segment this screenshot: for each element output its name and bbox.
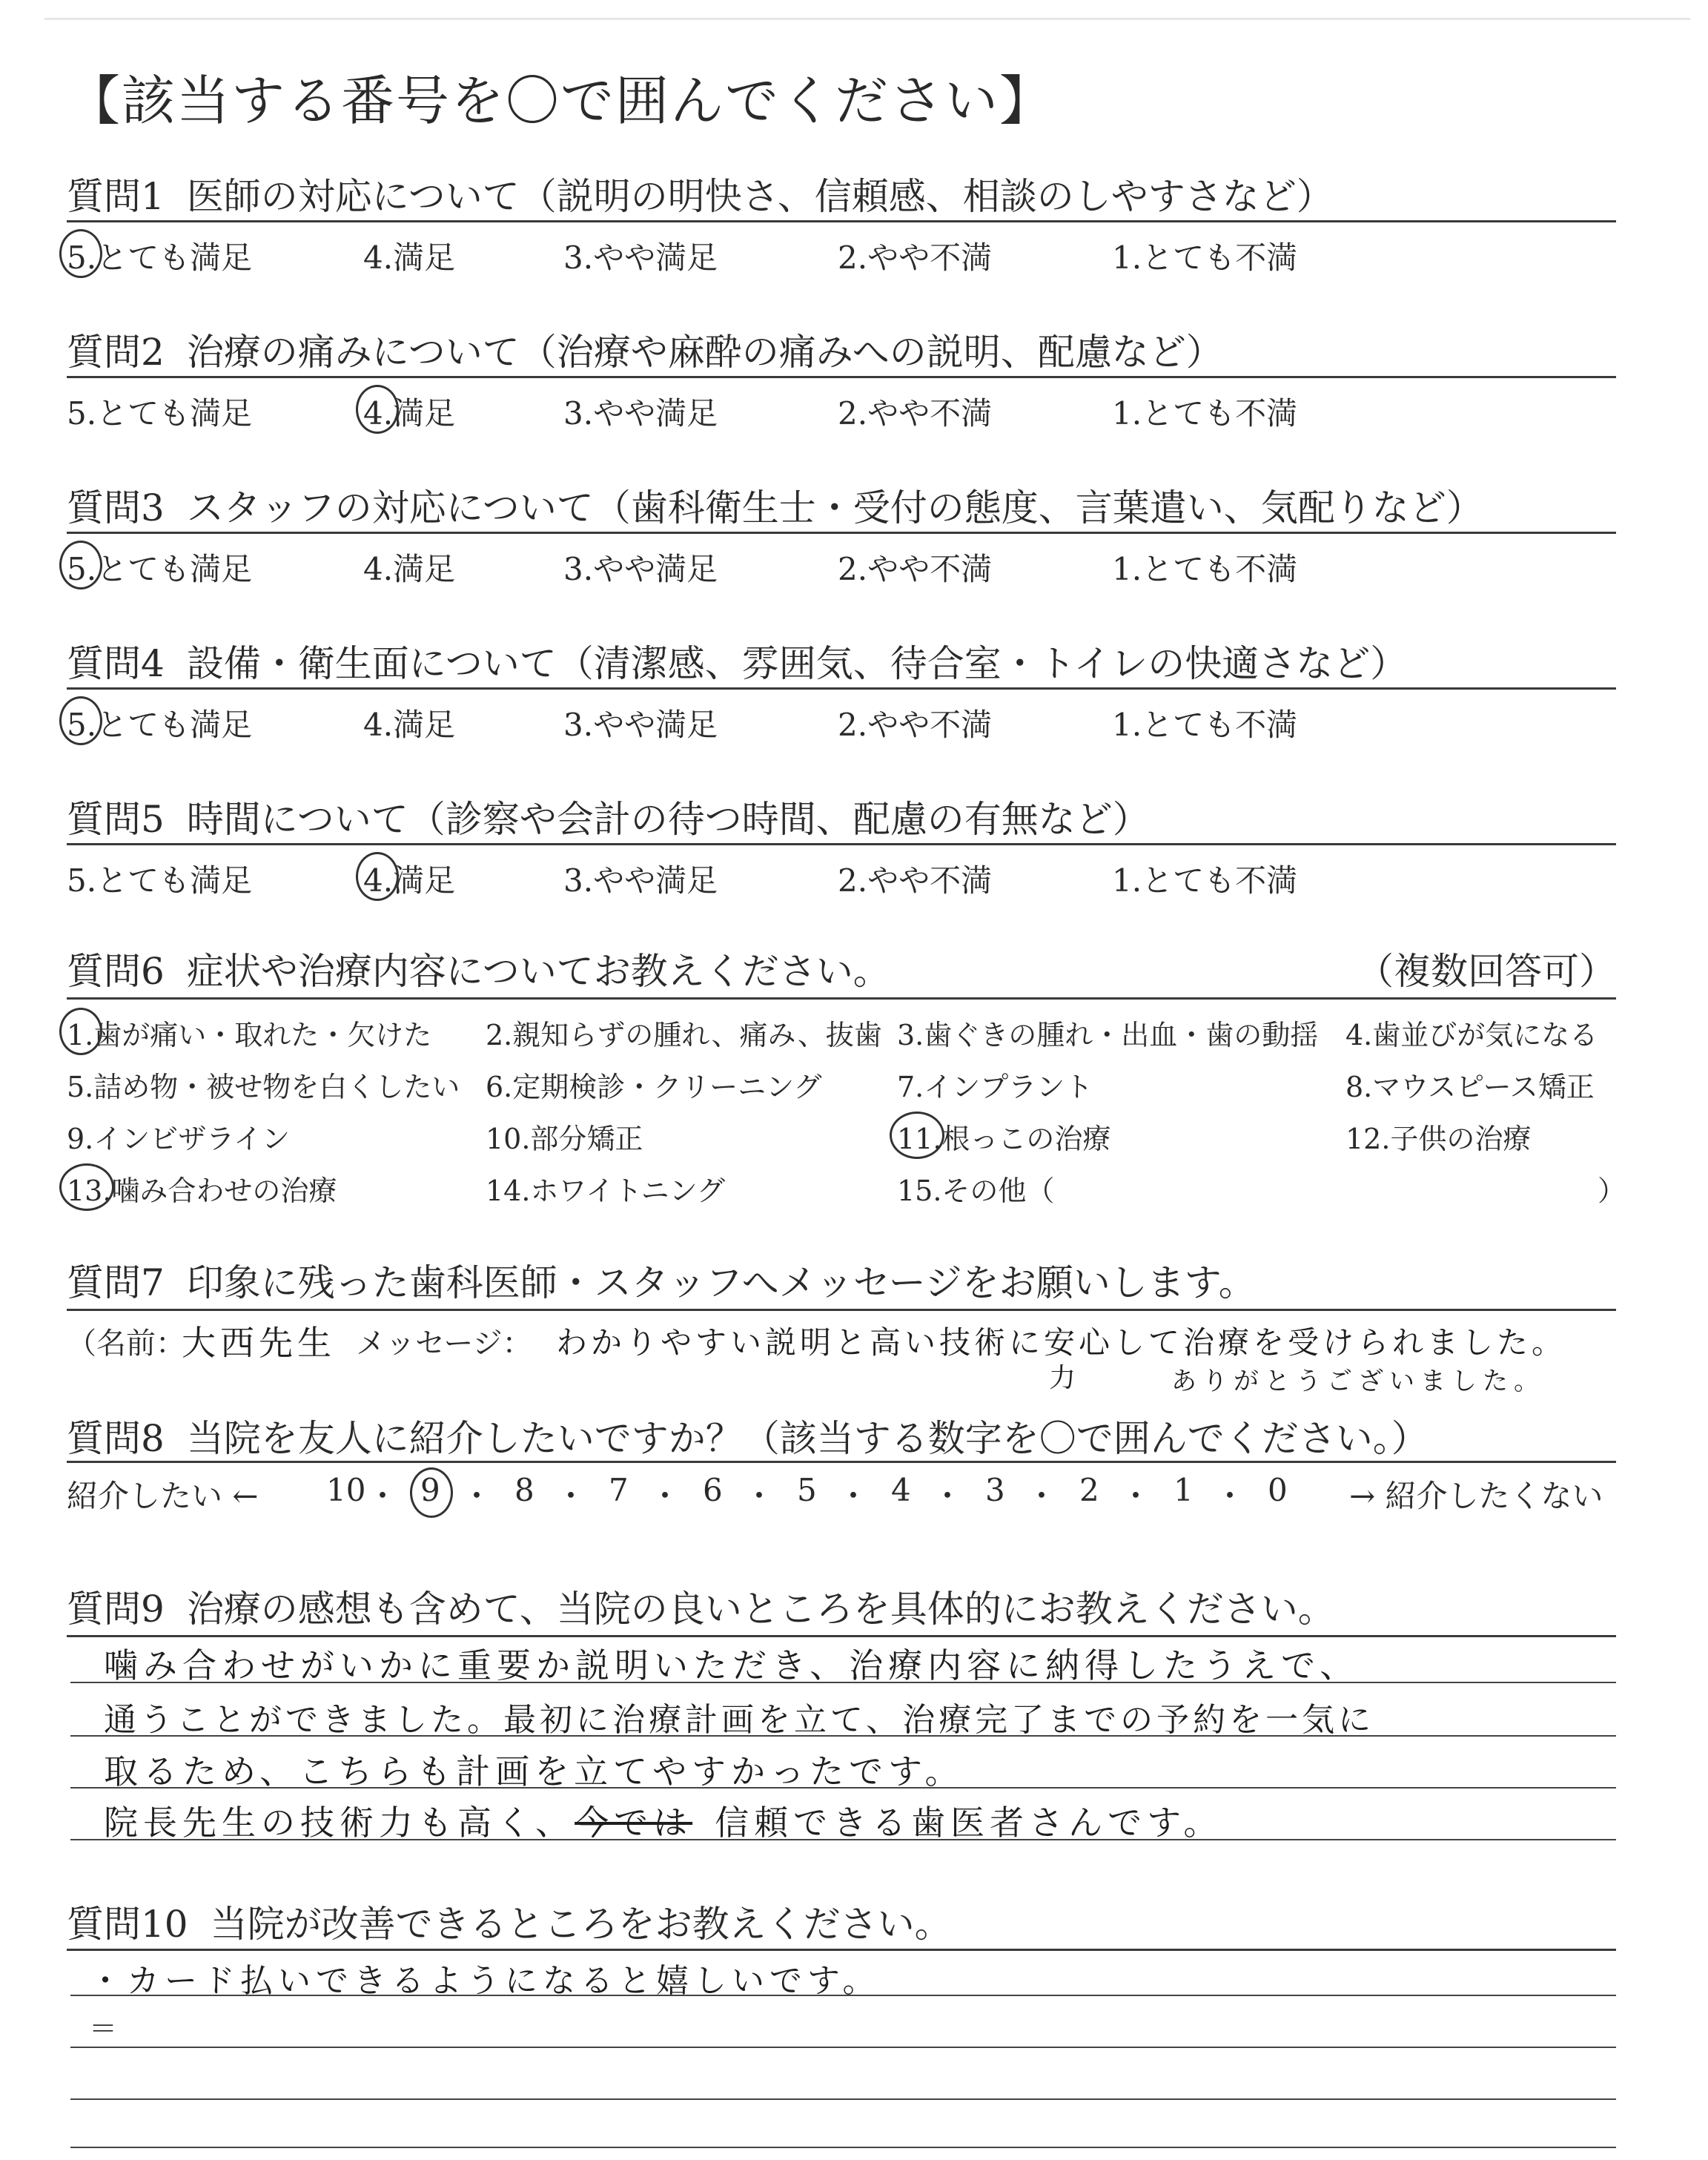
q6-option[interactable]: 6.定期検診・クリーニング	[486, 1071, 822, 1103]
rating-option[interactable]: 3.やや満足	[563, 707, 718, 743]
rating-option[interactable]: 3.やや満足	[563, 551, 718, 587]
q6-option[interactable]: 8.マウスピース矯正	[1345, 1071, 1595, 1103]
q6-text: 症状や治療内容についてお教えください。	[186, 950, 890, 993]
q4-title	[67, 634, 1407, 687]
q10-text: 当院が改善できるところをお教えください。	[210, 1903, 952, 1946]
selected-circle	[59, 696, 102, 745]
rating-option[interactable]: 1.とても不満	[1112, 240, 1298, 276]
scale-dot: ・	[461, 1478, 493, 1514]
q6-option[interactable]: 14.ホワイトニング	[486, 1175, 726, 1207]
q2-rule	[67, 376, 1616, 378]
rating-option[interactable]: 1.とても不満	[1112, 395, 1298, 432]
q6-option[interactable]: 2.親知らずの腫れ、痛み、抜歯	[486, 1019, 882, 1051]
q6-option[interactable]: 3.歯ぐきの腫れ・出血・歯の動揺	[897, 1019, 1319, 1051]
q7-title	[67, 1253, 1256, 1307]
rating-option[interactable]: 2.やや不満	[838, 395, 993, 432]
q6-option[interactable]: 11.根っこの治療	[897, 1123, 1111, 1155]
scale-value[interactable]: 5	[797, 1472, 817, 1508]
q7-number: 質問7	[67, 1261, 165, 1304]
q6-option[interactable]: 10.部分矯正	[486, 1123, 643, 1155]
rating-option[interactable]: 2.やや不満	[838, 862, 993, 899]
q3-number: 質問3	[67, 486, 165, 529]
q3-text: スタッフの対応について（歯科衛生士・受付の態度、言葉遣い、気配りなど）	[186, 486, 1483, 529]
q6-option[interactable]: 12.子供の治療	[1345, 1123, 1532, 1155]
q9-rule	[67, 1635, 1616, 1637]
scale-dot: ・	[1120, 1478, 1152, 1514]
q7-message-label: メッセージ：	[356, 1327, 532, 1361]
rating-option[interactable]: 5.とても満足	[67, 862, 253, 899]
scale-dot: ・	[367, 1478, 399, 1514]
q10-rule	[67, 1949, 1616, 1951]
selected-circle	[356, 852, 399, 901]
q6-option[interactable]: 7.インプラント	[897, 1071, 1093, 1103]
scale-dot: ・	[649, 1478, 681, 1514]
rating-option[interactable]: 5.とても満足	[67, 707, 253, 743]
q1-title	[67, 167, 1334, 220]
rating-option[interactable]: 5.とても満足	[67, 240, 253, 276]
rating-option[interactable]: 5.とても満足	[67, 551, 253, 587]
q4-options	[67, 701, 1623, 745]
rating-option[interactable]: 1.とても不満	[1112, 551, 1298, 587]
selected-circle	[356, 385, 399, 434]
q2-title	[67, 323, 1223, 376]
q9-line4-b: 信頼できる歯医者さんです。	[715, 1803, 1223, 1843]
q1-text: 医師の対応について（説明の明快さ、信頼感、相談のしやすさなど）	[186, 175, 1334, 218]
selected-circle	[59, 1008, 102, 1055]
rating-option[interactable]: 2.やや不満	[838, 707, 993, 743]
q10-line-rule	[70, 2147, 1616, 2148]
scale-dot: ・	[1026, 1478, 1058, 1514]
q6-note: （複数回答可）	[1357, 950, 1616, 993]
q10-line-rule	[70, 2047, 1616, 2048]
q6-option[interactable]: 9.インビザライン	[67, 1123, 291, 1155]
q8-number: 質問8	[67, 1417, 165, 1460]
scale-dot: ・	[744, 1478, 775, 1514]
selected-circle	[59, 229, 102, 278]
scale-dot: ・	[838, 1478, 870, 1514]
q6-option[interactable]: 15.その他（	[897, 1175, 1055, 1207]
q8-text: 当院を友人に紹介したいですか？（該当する数字を〇で囲んでください。）	[186, 1417, 1429, 1460]
q6-option[interactable]: 13.噛み合わせの治療	[67, 1175, 337, 1207]
scale-value[interactable]: 10	[326, 1472, 366, 1508]
q6-number: 質問6	[67, 950, 165, 993]
q10-title	[67, 1895, 952, 1948]
scale-value[interactable]: 2	[1079, 1472, 1099, 1508]
q7-message-line1: わかりやすい説明と高い技術に安心して治療を受けられました。	[556, 1324, 1567, 1361]
q9-answer-line-4	[104, 1796, 1222, 1845]
q1-rule	[67, 220, 1616, 222]
rating-option[interactable]: 5.とても満足	[67, 395, 253, 432]
scale-value[interactable]: 9	[420, 1472, 440, 1508]
rating-option[interactable]: 3.やや満足	[563, 862, 718, 899]
q9-title	[67, 1579, 1335, 1633]
q10-line-rule	[70, 2098, 1616, 2100]
q1-options	[67, 234, 1623, 278]
selected-circle	[890, 1112, 944, 1159]
scale-dot: ・	[555, 1478, 587, 1514]
q9-answer-line: 噛み合わせがいかに重要か説明いただき、治療内容に納得したうえで、	[104, 1645, 1360, 1685]
q2-text: 治療の痛みについて（治療や麻酔の痛みへの説明、配慮など）	[186, 331, 1223, 374]
page-heading: 【該当する番号を〇で囲んでください】	[67, 70, 1055, 132]
scale-value[interactable]: 1	[1174, 1472, 1194, 1508]
q2-options	[67, 389, 1623, 434]
q3-title	[67, 478, 1483, 532]
q6-option[interactable]: ）	[1598, 1175, 1626, 1207]
q1-number: 質問1	[67, 175, 165, 218]
q4-number: 質問4	[67, 642, 165, 685]
scale-value[interactable]: 8	[514, 1472, 534, 1508]
rating-option[interactable]: 1.とても不満	[1112, 862, 1298, 899]
q5-title	[67, 790, 1150, 843]
q8-rule	[67, 1461, 1616, 1463]
rating-option[interactable]: 4.満足	[363, 862, 456, 899]
selected-circle	[59, 1163, 114, 1211]
selected-circle	[410, 1467, 453, 1518]
q10-number: 質問10	[67, 1903, 188, 1946]
rating-option[interactable]: 4.満足	[363, 551, 456, 587]
q7-name-label: （名前：	[67, 1327, 185, 1361]
q6-option[interactable]: 4.歯並びが気になる	[1345, 1019, 1598, 1051]
q6-option[interactable]: 5.詰め物・被せ物を白くしたい	[67, 1071, 460, 1103]
q7-insert-char: 力	[1049, 1363, 1081, 1393]
q7-text: 印象に残った歯科医師・スタッフへメッセージをお願いします。	[186, 1261, 1256, 1304]
rating-option[interactable]: 3.やや満足	[563, 395, 718, 432]
q5-text: 時間について（診察や会計の待つ時間、配慮の有無など）	[186, 798, 1150, 841]
q8-left-label: 紹介したい ←	[67, 1478, 259, 1514]
q6-rule	[67, 997, 1616, 1000]
q6-title	[67, 942, 890, 995]
q9-text: 治療の感想も含めて、当院の良いところを具体的にお教えください。	[186, 1588, 1335, 1631]
scale-value[interactable]: 6	[703, 1472, 723, 1508]
q2-number: 質問2	[67, 331, 165, 374]
q9-number: 質問9	[67, 1588, 165, 1631]
scale-value[interactable]: 7	[609, 1472, 629, 1508]
q6-option[interactable]: 1.歯が痛い・取れた・欠けた	[67, 1019, 432, 1051]
scale-value[interactable]: 3	[985, 1472, 1005, 1508]
q3-options	[67, 545, 1623, 589]
rating-option[interactable]: 1.とても不満	[1112, 707, 1298, 743]
q7-rule	[67, 1309, 1616, 1311]
q5-options	[67, 856, 1623, 901]
q4-rule	[67, 687, 1616, 690]
q7-message-line2: ありがとうございました。	[1171, 1367, 1545, 1396]
q5-rule	[67, 843, 1616, 845]
q9-answer-line: 通うことができました。最初に治療計画を立て、治療完了までの予約を一気に	[104, 1701, 1375, 1739]
scale-value[interactable]: 0	[1268, 1472, 1288, 1508]
rating-option[interactable]: 4.満足	[363, 240, 456, 276]
top-border	[44, 18, 1690, 20]
scale-value[interactable]: 4	[891, 1472, 911, 1508]
rating-option[interactable]: 4.満足	[363, 707, 456, 743]
q8-title	[67, 1409, 1429, 1462]
selected-circle	[59, 541, 102, 589]
rating-option[interactable]: 2.やや不満	[838, 551, 993, 587]
rating-option[interactable]: 4.満足	[363, 395, 456, 432]
scale-dot: ・	[932, 1478, 964, 1514]
q9-answer-line: 取るため、こちらも計画を立てやすかったです。	[104, 1751, 964, 1791]
q10-answer-line: ・カード払いできるようになると嬉しいです。	[89, 1962, 881, 2000]
q9-line4-struck: 今では	[575, 1803, 693, 1843]
q7-name-value: 大西先生	[182, 1323, 336, 1363]
q3-rule	[67, 532, 1616, 534]
q10-answer-line: ＝	[89, 2012, 122, 2045]
rating-option[interactable]: 3.やや満足	[563, 240, 718, 276]
q5-number: 質問5	[67, 798, 165, 841]
q8-right-label: → 紹介したくない	[1349, 1478, 1603, 1514]
q9-line4-a: 院長先生の技術力も高く、	[104, 1803, 575, 1843]
rating-option[interactable]: 2.やや不満	[838, 240, 993, 276]
q4-text: 設備・衛生面について（清潔感、雰囲気、待合室・トイレの快適さなど）	[186, 642, 1408, 685]
scale-dot: ・	[1214, 1478, 1246, 1514]
